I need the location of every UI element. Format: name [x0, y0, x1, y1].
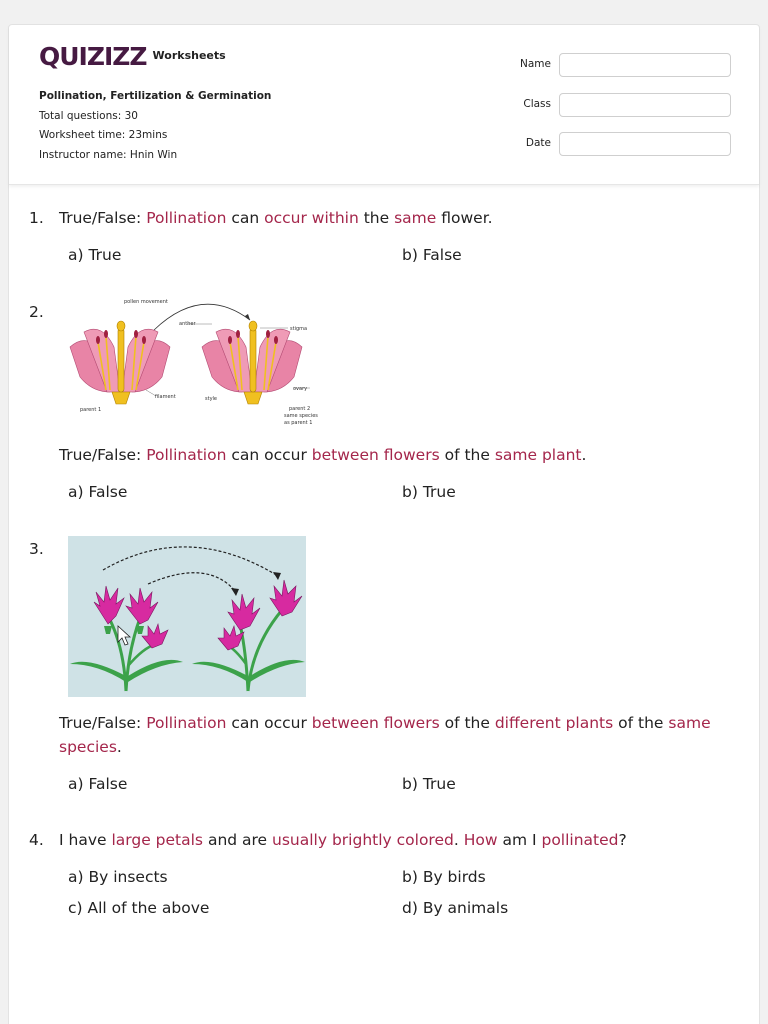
highlight-span: between flowers — [311, 714, 440, 732]
highlight-span: Pollination — [146, 714, 227, 732]
highlight-span: occur within — [264, 209, 359, 227]
text-span: . — [453, 831, 464, 849]
name-label: Name — [520, 58, 551, 70]
question-number: 2. — [29, 303, 44, 321]
option-b[interactable]: b) By birds — [402, 868, 486, 886]
question-number: 4. — [29, 831, 44, 849]
class-field[interactable] — [559, 93, 731, 117]
text-span: True/False: — [59, 446, 147, 464]
option-c[interactable]: c) All of the above — [68, 899, 210, 917]
option-a[interactable]: a) By insects — [68, 868, 168, 886]
highlight-span: species — [59, 738, 117, 756]
highlight-span: between flowers — [311, 446, 440, 464]
highlight-span: different plants — [494, 714, 614, 732]
text-span: of the — [439, 446, 495, 464]
label-parent2-species: same species — [284, 413, 318, 419]
label-anther: anther — [179, 321, 196, 327]
label-stigma: stigma — [290, 326, 308, 332]
highlight-span: large petals — [111, 831, 204, 849]
worksheet-time: Worksheet time: 23mins — [39, 129, 168, 141]
highlight-span: same — [394, 209, 437, 227]
worksheet-title: Pollination, Fertilization & Germination — [39, 90, 272, 102]
flower-1 — [70, 321, 170, 404]
text-span: ? — [618, 831, 627, 849]
question-number: 1. — [29, 209, 44, 227]
text-span: flower. — [436, 209, 493, 227]
highlight-span: How — [463, 831, 498, 849]
quizizz-logo — [39, 43, 226, 71]
text-span: . — [116, 738, 122, 756]
text-span: can — [226, 209, 265, 227]
logo-wordmark: QUIZIZZ — [39, 42, 147, 71]
text-span: of the — [613, 714, 669, 732]
highlight-span: same plant — [494, 446, 582, 464]
option-b[interactable]: b) True — [402, 483, 456, 501]
question-text — [59, 443, 719, 467]
option-b[interactable]: b) True — [402, 775, 456, 793]
option-a[interactable]: a) True — [68, 246, 122, 264]
cross-pollination-illustration — [68, 536, 306, 697]
total-questions: Total questions: 30 — [39, 109, 138, 122]
option-d[interactable]: d) By animals — [402, 899, 509, 917]
text-span: I have — [59, 831, 112, 849]
worksheet-header — [9, 25, 759, 185]
class-label: Class — [523, 98, 551, 110]
question-number: 3. — [29, 540, 44, 558]
option-b[interactable]: b) False — [402, 246, 462, 264]
label-parent2-as: as parent 1 — [284, 420, 313, 426]
text-span: the — [358, 209, 395, 227]
text-span: can occur — [226, 714, 312, 732]
option-a[interactable]: a) False — [68, 483, 128, 501]
highlight-span: Pollination — [146, 209, 227, 227]
highlight-span: Pollination — [146, 446, 227, 464]
flower-anatomy-diagram — [62, 292, 332, 434]
label-parent1: parent 1 — [80, 407, 102, 413]
label-filament: filament — [155, 394, 176, 400]
text-span: True/False: — [59, 209, 147, 227]
text-span: . — [581, 446, 587, 464]
logo-subtitle: Worksheets — [152, 49, 226, 62]
name-field[interactable] — [559, 53, 731, 77]
text-span: can occur — [226, 446, 312, 464]
worksheet-meta — [39, 87, 271, 165]
instructor-name: Instructor name: Hnin Win — [39, 148, 178, 161]
date-label: Date — [525, 137, 551, 149]
text-span: of the — [439, 714, 495, 732]
text-span: am I — [497, 831, 542, 849]
highlight-span: same — [668, 714, 711, 732]
label-ovary: ovary — [293, 386, 308, 392]
label-pollen: pollen movement — [124, 299, 168, 305]
question-2 — [0, 443, 768, 467]
label-style: style — [205, 396, 217, 402]
flower-2 — [202, 321, 302, 404]
option-a[interactable]: a) False — [68, 775, 128, 793]
question-text — [59, 206, 719, 230]
text-span: True/False: — [59, 714, 147, 732]
highlight-span: usually brightly colored — [272, 831, 454, 849]
question-3 — [0, 711, 768, 759]
label-parent2: parent 2 — [289, 406, 311, 412]
question-text — [59, 828, 719, 852]
question-text — [59, 711, 719, 759]
highlight-span: pollinated — [541, 831, 619, 849]
question-1 — [0, 206, 768, 230]
date-field[interactable] — [559, 132, 731, 156]
question-4 — [0, 828, 768, 852]
text-span: and are — [203, 831, 273, 849]
